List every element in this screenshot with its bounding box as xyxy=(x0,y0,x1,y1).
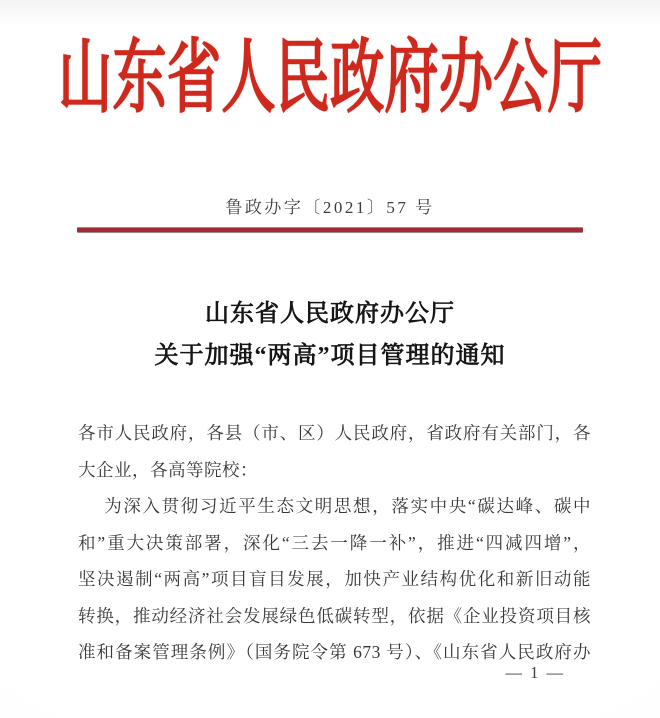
document-body xyxy=(78,415,591,671)
document-title-line1: 山东省人民政府办公厅 xyxy=(205,301,455,327)
document-title-line2: 关于加强“两高”项目管理的通知 xyxy=(154,343,506,369)
masthead-agency-name: 山东省人民政府办公厅 xyxy=(58,32,602,123)
document-number: 鲁政办字〔2021〕57 号 xyxy=(225,198,435,217)
body-paragraph-line: 为深入贯彻习近平生态文明思想，落实中央“碳达峰、碳中 xyxy=(104,496,591,516)
masthead xyxy=(0,32,660,123)
body-paragraph-line: 和”重大决策部署，深化“三去一降一补”，推进“四减四增”， xyxy=(78,532,591,553)
salutation-line: 大企业，各高等院校： xyxy=(78,459,258,480)
salutation-line: 各市人民政府，各县（市、区）人民政府，省政府有关部门，各 xyxy=(78,423,591,443)
red-divider-rule xyxy=(77,228,583,232)
body-paragraph-line: 准和备案管理条例》（国务院令第 673 号）、《山东省人民政府办 xyxy=(78,642,591,662)
body-paragraph-line: 坚决遏制“两高”项目盲目发展，加快产业结构优化和新旧动能 xyxy=(78,569,591,589)
page-number: — 1 — xyxy=(505,663,565,682)
body-paragraph-line: 转换，推动经济社会发展绿色低碳转型，依据《企业投资项目核 xyxy=(78,605,591,626)
